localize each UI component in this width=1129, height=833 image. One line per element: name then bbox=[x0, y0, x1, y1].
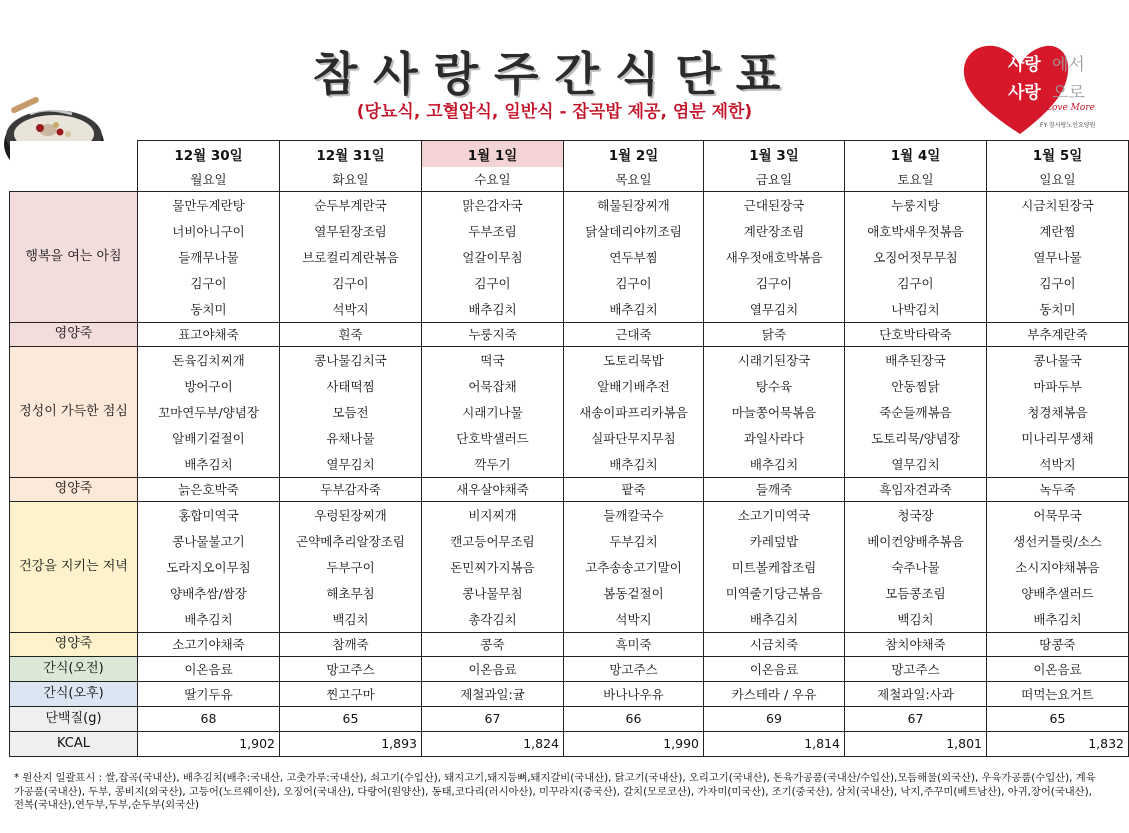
breakfast_porridge-row bbox=[10, 322, 1129, 346]
kcal-value: 1,832 bbox=[987, 731, 1129, 756]
breakfast-row bbox=[10, 270, 1129, 296]
porridge-item: 흰죽 bbox=[280, 322, 422, 346]
menu-item: 배추김치 bbox=[564, 451, 704, 477]
menu-item: 열무김치 bbox=[704, 296, 845, 322]
menu-item: 깍두기 bbox=[422, 451, 564, 477]
menu-item: 김구이 bbox=[704, 270, 845, 296]
menu-item: 비지찌개 bbox=[422, 501, 564, 527]
origin-footnote: * 원산지 일괄표시 : 쌀,잡곡(국내산), 배추김치(배추:국내산, 고춧가루:국내산), 쇠고기(수입산), 돼지고기,돼지등뼈,돼지갈비(국내산), 닭고기(국내산), 오리고기(국내산), 돈육가공품(국내산/수입산),모듬해물(외국산), 우육가공품(수입산), 계육가공품(국내산), 두부, 콩비지(외국산), 고등어(노르웨이산), 오징어(국내산), 다랑어(원양산), 동태,코다리(러시아산), 미꾸라지(중국산), 갈치(모로코산), 가자미(미국산), 조기(중국산), 삼치(국내산), 낙지,주꾸미(베트남산), 아귀,장어(국내산), 전복(국내산),연두부,두부,순두부(외국산) bbox=[14, 772, 1096, 811]
menu-item: 김구이 bbox=[987, 270, 1129, 296]
logo-text-love-1: 사랑 bbox=[1008, 55, 1041, 75]
page-subtitle: (당뇨식, 고혈압식, 일반식 - 잡곡밥 제공, 염분 제한) bbox=[356, 102, 753, 122]
menu-item: 어묵잡채 bbox=[422, 373, 564, 399]
menu-item: 배추된장국 bbox=[845, 346, 987, 372]
snack_pm-value: 바나나우유 bbox=[564, 681, 704, 706]
kcal-value: 1,814 bbox=[704, 731, 845, 756]
menu-item: 생선커틀릿/소스 bbox=[987, 528, 1129, 554]
menu-item: 봄동겉절이 bbox=[564, 580, 704, 606]
porridge-label: 영양죽 bbox=[10, 477, 138, 501]
menu-item: 해물된장찌개 bbox=[564, 192, 704, 218]
porridge-item: 늙은호박죽 bbox=[138, 477, 280, 501]
menu-item: 소시지야채볶음 bbox=[987, 554, 1129, 580]
menu-item: 사태떡찜 bbox=[280, 373, 422, 399]
menu-item: 순두부계란국 bbox=[280, 192, 422, 218]
menu-item: 김구이 bbox=[564, 270, 704, 296]
lunch-row bbox=[10, 399, 1129, 425]
menu-item: 두부김치 bbox=[564, 528, 704, 554]
protein-value: 67 bbox=[845, 706, 987, 731]
lunch-row bbox=[10, 346, 1129, 372]
menu-item: 청경채볶음 bbox=[987, 399, 1129, 425]
menu-item: 연두부찜 bbox=[564, 244, 704, 270]
dinner-row bbox=[10, 606, 1129, 632]
menu-item: 숙주나물 bbox=[845, 554, 987, 580]
menu-item: 배추김치 bbox=[422, 296, 564, 322]
menu-item: 백김치 bbox=[280, 606, 422, 632]
menu-item: 계란찜 bbox=[987, 218, 1129, 244]
menu-item: 마늘쫑어묵볶음 bbox=[704, 399, 845, 425]
menu-item: 돈육김치찌개 bbox=[138, 346, 280, 372]
weekday-cell: 화요일 bbox=[280, 167, 422, 192]
menu-item: 어묵무국 bbox=[987, 501, 1129, 527]
weekday-cell: 금요일 bbox=[704, 167, 845, 192]
menu-item: 캔고등어무조림 bbox=[422, 528, 564, 554]
menu-item: 배추김치 bbox=[138, 451, 280, 477]
snack_am-value: 이온음료 bbox=[138, 656, 280, 681]
snack_pm-value: 제철과일:사과 bbox=[845, 681, 987, 706]
snack_am-value: 망고주스 bbox=[280, 656, 422, 681]
menu-item: 얼갈이무침 bbox=[422, 244, 564, 270]
logo-signature: Love More bbox=[1046, 103, 1095, 113]
menu-item: 배추김치 bbox=[704, 606, 845, 632]
porridge-item: 팥죽 bbox=[564, 477, 704, 501]
menu-item: 홍합미역국 bbox=[138, 501, 280, 527]
protein-value: 66 bbox=[564, 706, 704, 731]
menu-item: 배추김치 bbox=[564, 296, 704, 322]
menu-item: 열무김치 bbox=[845, 451, 987, 477]
snack_am-value: 망고주스 bbox=[845, 656, 987, 681]
porridge-item: 흑임자견과죽 bbox=[845, 477, 987, 501]
menu-item: 들깨칼국수 bbox=[564, 501, 704, 527]
protein-value: 69 bbox=[704, 706, 845, 731]
snack_pm-row bbox=[10, 681, 1129, 706]
menu-item: 석박지 bbox=[987, 451, 1129, 477]
menu-item: 닭살데리야끼조림 bbox=[564, 218, 704, 244]
snack_am-value: 이온음료 bbox=[704, 656, 845, 681]
porridge-item: 두부감자죽 bbox=[280, 477, 422, 501]
snack_pm-label: 간식(오후) bbox=[10, 681, 138, 706]
porridge-label: 영양죽 bbox=[10, 632, 138, 656]
corner-cell bbox=[10, 141, 138, 192]
menu-item: 해초무침 bbox=[280, 580, 422, 606]
dinner-row bbox=[10, 528, 1129, 554]
menu-item: 안동찜닭 bbox=[845, 373, 987, 399]
breakfast-label: 행복을 여는 아침 bbox=[10, 192, 138, 323]
page-title: 참사랑주간식단표 bbox=[312, 47, 797, 101]
menu-item: 과일사라다 bbox=[704, 425, 845, 451]
menu-item: 모듬콩조림 bbox=[845, 580, 987, 606]
date-cell: 1월 4일 bbox=[845, 141, 987, 167]
menu-item: 애호박새우젓볶음 bbox=[845, 218, 987, 244]
weekly-menu-table bbox=[9, 140, 1129, 757]
menu-item: 콩나물불고기 bbox=[138, 528, 280, 554]
menu-item: 동치미 bbox=[138, 296, 280, 322]
menu-item: 떡국 bbox=[422, 346, 564, 372]
porridge-item: 녹두죽 bbox=[987, 477, 1129, 501]
breakfast-row bbox=[10, 192, 1129, 218]
menu-item: 유채나물 bbox=[280, 425, 422, 451]
menu-item: 카레덮밥 bbox=[704, 528, 845, 554]
snack_am-value: 망고주스 bbox=[564, 656, 704, 681]
logo-text-love-2: 사랑 bbox=[1008, 83, 1041, 103]
menu-item: 물만두계란탕 bbox=[138, 192, 280, 218]
date-row bbox=[10, 141, 1129, 167]
menu-item: 김구이 bbox=[138, 270, 280, 296]
menu-item: 도토리묵/양념장 bbox=[845, 425, 987, 451]
snack_am-label: 간식(오전) bbox=[10, 656, 138, 681]
menu-item: 시래기나물 bbox=[422, 399, 564, 425]
date-cell: 1월 5일 bbox=[987, 141, 1129, 167]
protein-value: 65 bbox=[987, 706, 1129, 731]
porridge-item: 시금치죽 bbox=[704, 632, 845, 656]
menu-item: 소고기미역국 bbox=[704, 501, 845, 527]
menu-item: 김구이 bbox=[845, 270, 987, 296]
lunch-row bbox=[10, 451, 1129, 477]
weekday-cell: 수요일 bbox=[422, 167, 564, 192]
menu-item: 계란장조림 bbox=[704, 218, 845, 244]
menu-item: 누룽지탕 bbox=[845, 192, 987, 218]
menu-item: 미역줄기당근볶음 bbox=[704, 580, 845, 606]
dinner-row bbox=[10, 554, 1129, 580]
menu-item: 탕수육 bbox=[704, 373, 845, 399]
menu-item: 김구이 bbox=[422, 270, 564, 296]
menu-item: 미트볼케찹조림 bbox=[704, 554, 845, 580]
porridge-item: 땅콩죽 bbox=[987, 632, 1129, 656]
snack_pm-value: 제철과일:귤 bbox=[422, 681, 564, 706]
date-cell: 12월 31일 bbox=[280, 141, 422, 167]
porridge-item: 참깨죽 bbox=[280, 632, 422, 656]
porridge-item: 콩죽 bbox=[422, 632, 564, 656]
dinner-row bbox=[10, 501, 1129, 527]
menu-item: 단호박샐러드 bbox=[422, 425, 564, 451]
menu-item: 들깨무나물 bbox=[138, 244, 280, 270]
porridge-item: 닭죽 bbox=[704, 322, 845, 346]
date-cell: 12월 30일 bbox=[138, 141, 280, 167]
menu-item: 나박김치 bbox=[845, 296, 987, 322]
kcal-value: 1,990 bbox=[564, 731, 704, 756]
logo-organization: FY 참사랑노인요양원 bbox=[1040, 122, 1096, 129]
menu-item: 양배추샐러드 bbox=[987, 580, 1129, 606]
menu-item: 콩나물김치국 bbox=[280, 346, 422, 372]
kcal-row bbox=[10, 731, 1129, 756]
lunch_porridge-row bbox=[10, 477, 1129, 501]
weekday-row bbox=[10, 167, 1129, 192]
breakfast-row bbox=[10, 296, 1129, 322]
menu-item: 도라지오이무침 bbox=[138, 554, 280, 580]
menu-item: 석박지 bbox=[564, 606, 704, 632]
kcal-value: 1,801 bbox=[845, 731, 987, 756]
lunch-row bbox=[10, 373, 1129, 399]
menu-item: 총각김치 bbox=[422, 606, 564, 632]
porridge-item: 들깨죽 bbox=[704, 477, 845, 501]
menu-item: 죽순들깨볶음 bbox=[845, 399, 987, 425]
porridge-item: 흑미죽 bbox=[564, 632, 704, 656]
snack_am-value: 이온음료 bbox=[422, 656, 564, 681]
date-cell: 1월 3일 bbox=[704, 141, 845, 167]
protein-value: 68 bbox=[138, 706, 280, 731]
porridge-item: 소고기야채죽 bbox=[138, 632, 280, 656]
snack_pm-value: 딸기두유 bbox=[138, 681, 280, 706]
porridge-item: 새우살야채죽 bbox=[422, 477, 564, 501]
porridge-label: 영양죽 bbox=[10, 322, 138, 346]
menu-item: 배추김치 bbox=[704, 451, 845, 477]
menu-item: 실파단무지무침 bbox=[564, 425, 704, 451]
porridge-item: 근대죽 bbox=[564, 322, 704, 346]
menu-item: 동치미 bbox=[987, 296, 1129, 322]
menu-item: 미나리무생채 bbox=[987, 425, 1129, 451]
menu-item: 시금치된장국 bbox=[987, 192, 1129, 218]
porridge-item: 부추계란죽 bbox=[987, 322, 1129, 346]
weekday-cell: 목요일 bbox=[564, 167, 704, 192]
menu-item: 두부조림 bbox=[422, 218, 564, 244]
menu-item: 돈민찌가지볶음 bbox=[422, 554, 564, 580]
menu-item: 꼬마연두부/양념장 bbox=[138, 399, 280, 425]
menu-item: 오징어젓무무침 bbox=[845, 244, 987, 270]
menu-item: 배추김치 bbox=[138, 606, 280, 632]
menu-item: 방어구이 bbox=[138, 373, 280, 399]
menu-item: 새우젓애호박볶음 bbox=[704, 244, 845, 270]
weekday-cell: 일요일 bbox=[987, 167, 1129, 192]
menu-item: 백김치 bbox=[845, 606, 987, 632]
menu-item: 시래기된장국 bbox=[704, 346, 845, 372]
menu-item: 근대된장국 bbox=[704, 192, 845, 218]
menu-item: 배추김치 bbox=[987, 606, 1129, 632]
porridge-item: 단호박타락죽 bbox=[845, 322, 987, 346]
snack_am-value: 이온음료 bbox=[987, 656, 1129, 681]
menu-item: 너비아니구이 bbox=[138, 218, 280, 244]
dinner-label: 건강을 지키는 저녁 bbox=[10, 501, 138, 632]
menu-item: 열무된장조림 bbox=[280, 218, 422, 244]
menu-item: 도토리묵밥 bbox=[564, 346, 704, 372]
menu-item: 알배기배추전 bbox=[564, 373, 704, 399]
lunch-label: 정성이 가득한 점심 bbox=[10, 346, 138, 477]
menu-item: 우렁된장찌개 bbox=[280, 501, 422, 527]
menu-item: 김구이 bbox=[280, 270, 422, 296]
menu-item: 청국장 bbox=[845, 501, 987, 527]
snack_pm-value: 카스테라 / 우유 bbox=[704, 681, 845, 706]
porridge-item: 표고야채죽 bbox=[138, 322, 280, 346]
lunch-row bbox=[10, 425, 1129, 451]
menu-item: 모듬전 bbox=[280, 399, 422, 425]
menu-item: 곤약메추리알장조림 bbox=[280, 528, 422, 554]
menu-item: 양배추쌈/쌈장 bbox=[138, 580, 280, 606]
kcal-label: KCAL bbox=[10, 731, 138, 756]
menu-item: 베이컨양배추볶음 bbox=[845, 528, 987, 554]
kcal-value: 1,902 bbox=[138, 731, 280, 756]
protein-value: 65 bbox=[280, 706, 422, 731]
protein-value: 67 bbox=[422, 706, 564, 731]
menu-item: 마파두부 bbox=[987, 373, 1129, 399]
protein-label: 단백질(g) bbox=[10, 706, 138, 731]
menu-item: 콩나물국 bbox=[987, 346, 1129, 372]
menu-item: 고추송송고기말이 bbox=[564, 554, 704, 580]
snack_am-row bbox=[10, 656, 1129, 681]
menu-item: 열무김치 bbox=[280, 451, 422, 477]
menu-item: 콩나물무침 bbox=[422, 580, 564, 606]
kcal-value: 1,893 bbox=[280, 731, 422, 756]
breakfast-row bbox=[10, 244, 1129, 270]
breakfast-row bbox=[10, 218, 1129, 244]
snack_pm-value: 떠먹는요거트 bbox=[987, 681, 1129, 706]
menu-item: 알배기겉절이 bbox=[138, 425, 280, 451]
menu-item: 석박지 bbox=[280, 296, 422, 322]
menu-item: 열무나물 bbox=[987, 244, 1129, 270]
weekday-cell: 토요일 bbox=[845, 167, 987, 192]
porridge-item: 참치야채죽 bbox=[845, 632, 987, 656]
menu-item: 새송이파프리카볶음 bbox=[564, 399, 704, 425]
porridge-item: 누룽지죽 bbox=[422, 322, 564, 346]
protein-row bbox=[10, 706, 1129, 731]
snack_pm-value: 찐고구마 bbox=[280, 681, 422, 706]
logo-text-from: 에서 bbox=[1052, 55, 1085, 75]
menu-item: 브로컬리계란볶음 bbox=[280, 244, 422, 270]
date-cell: 1월 1일 bbox=[422, 141, 564, 167]
date-cell: 1월 2일 bbox=[564, 141, 704, 167]
kcal-value: 1,824 bbox=[422, 731, 564, 756]
dinner-row bbox=[10, 580, 1129, 606]
dinner_porridge-row bbox=[10, 632, 1129, 656]
menu-item: 맑은감자국 bbox=[422, 192, 564, 218]
weekday-cell: 월요일 bbox=[138, 167, 280, 192]
menu-item: 두부구이 bbox=[280, 554, 422, 580]
logo-text-to: 으로 bbox=[1052, 83, 1085, 103]
